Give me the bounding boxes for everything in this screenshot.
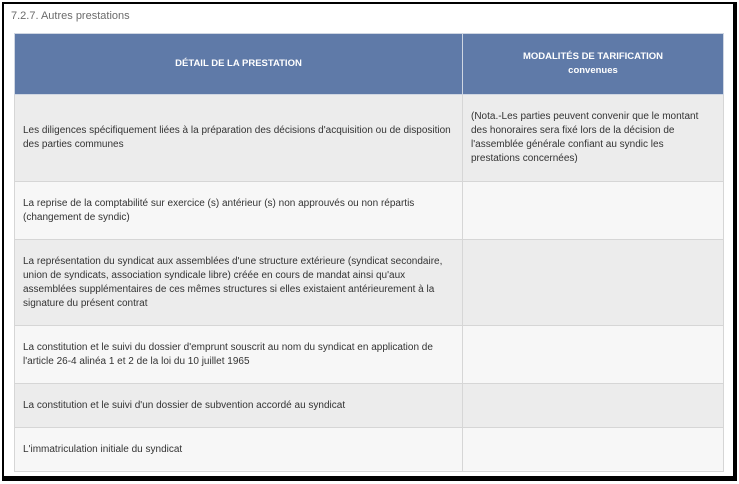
table-row: [15, 182, 724, 240]
row-detail: La constitution et le suivi du dossier d'emprunt souscrit au nom du syndicat en application de l'article 26-4 alinéa 1 et 2 de la loi du 10 juillet 1965: [15, 326, 463, 384]
header-modalites-line2: convenues: [568, 65, 618, 76]
table-row: [15, 326, 724, 384]
row-detail: La représentation du syndicat aux assemblées d'une structure extérieure (syndicat secondaire, union de syndicats, association syndicale libre) créée en cours de mandat ainsi qu'aux assemblées supplémentaires de ces mêmes structures si elles existaient antérieurement à la signature du présent contrat: [15, 240, 463, 326]
row-modalites: [463, 240, 724, 326]
row-detail: L'immatriculation initiale du syndicat: [15, 428, 463, 472]
prestations-table: [14, 33, 724, 472]
row-modalites: [463, 428, 724, 472]
row-detail: La constitution et le suivi d'un dossier de subvention accordé au syndicat: [15, 384, 463, 428]
header-modalites-line1: MODALITÉS DE TARIFICATION: [522, 51, 664, 62]
row-modalites: (Nota.-Les parties peuvent convenir que le montant des honoraires sera fixé lors de la décision de l'assemblée générale confiant au syndic les prestations concernées): [463, 95, 724, 182]
row-modalites: [463, 182, 724, 240]
table-header-row: [15, 34, 724, 95]
row-detail: Les diligences spécifiquement liées à la préparation des décisions d'acquisition ou de disposition des parties communes: [15, 95, 463, 182]
table-row: [15, 428, 724, 472]
row-detail: La reprise de la comptabilité sur exercice (s) antérieur (s) non approuvés ou non répartis (changement de syndic): [15, 182, 463, 240]
header-detail: DÉTAIL DE LA PRESTATION: [15, 34, 463, 95]
row-modalites: [463, 384, 724, 428]
header-modalites: [463, 34, 724, 95]
section-title: 7.2.7. Autres prestations: [11, 10, 130, 22]
table-row: [15, 95, 724, 182]
table-row: [15, 240, 724, 326]
table-row: [15, 384, 724, 428]
document-frame: [2, 2, 737, 481]
row-modalites: [463, 326, 724, 384]
